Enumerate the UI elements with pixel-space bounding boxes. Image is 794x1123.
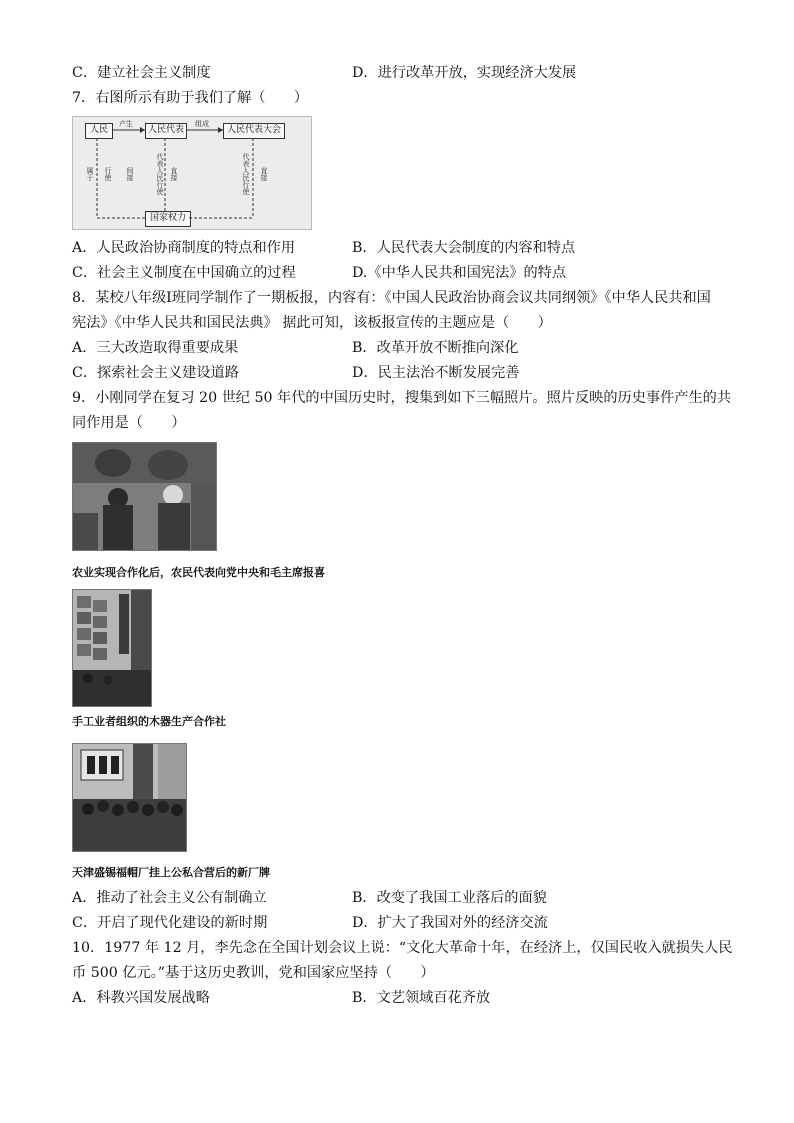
q6-option-c: C．建立社会主义制度	[72, 65, 211, 81]
q7-stem: 7．右图所示有助于我们了解（ ）	[72, 90, 309, 106]
diagram-label-rep-exercise: 代表人民行使	[156, 153, 164, 195]
q8-option-d: D．民主法治不断发展完善	[352, 365, 520, 381]
q10-stem-line1: 10．1977 年 12 月，李先念在全国计划会议上说：“文化大革命十年，在经济上，仅国民收入就损失人民	[72, 940, 733, 956]
photo-woodware-coop-image	[73, 590, 151, 706]
diagram-label-belong: 属于	[86, 167, 94, 181]
q9-option-d: D．扩大了我国对外的经济交流	[352, 915, 548, 931]
diagram-box-congress: 人民代表大会	[223, 123, 285, 139]
diagram-label-direct: 直接	[170, 167, 178, 181]
caption-photo-3: 天津盛锡福帽厂挂上公私合营后的新厂牌	[72, 866, 270, 879]
q7-option-a: A．人民政治协商制度的特点和作用	[72, 240, 296, 256]
q7-diagram	[72, 116, 312, 230]
diagram-label-indirect: 间接	[126, 167, 134, 181]
diagram-label-form: 组成	[195, 120, 209, 128]
q8-option-b: B．改革开放不断推向深化	[352, 340, 519, 356]
diagram-label-direct-2: 直接	[260, 167, 268, 181]
diagram-label-exercise: 行使	[104, 167, 112, 181]
caption-photo-1: 农业实现合作化后，农民代表向党中央和毛主席报喜	[72, 566, 325, 579]
diagram-box-people: 人民	[85, 123, 113, 139]
photo-tianjin-hat-factory-image	[73, 744, 186, 851]
q10-option-b: B．文艺领域百花齐放	[352, 990, 491, 1006]
q8-option-c: C．探索社会主义建设道路	[72, 365, 239, 381]
q7-option-d: D.《中华人民共和国宪法》的特点	[352, 265, 567, 281]
diagram-box-reps: 人民代表	[145, 123, 187, 139]
photo-tianjin-hat-factory	[72, 743, 187, 852]
diagram-box-power: 国家权力	[145, 211, 191, 227]
q8-stem-line1: 8．某校八年级Ⅰ班同学制作了一期板报，内容有：《中国人民政治协商会议共同纲领》《中华人民共和国	[72, 290, 711, 306]
diagram-label-rep-exercise-2: 代表人民行使	[242, 153, 250, 195]
q7-option-c: C．社会主义制度在中国确立的过程	[72, 265, 296, 281]
q7-option-b: B．人民代表大会制度的内容和特点	[352, 240, 576, 256]
q9-option-a: A．推动了社会主义公有制确立	[72, 890, 267, 906]
q10-option-a: A．科教兴国发展战略	[72, 990, 210, 1006]
q10-stem-line2: 币 500 亿元。”基于这历史教训，党和国家应坚持（ ）	[72, 965, 435, 981]
q8-option-a: A．三大改造取得重要成果	[72, 340, 239, 356]
q9-option-b: B．改变了我国工业落后的面貌	[352, 890, 547, 906]
photo-farmers-report	[72, 442, 217, 551]
photo-woodware-coop	[72, 589, 152, 707]
photo-farmers-report-image	[73, 443, 216, 550]
caption-photo-2: 手工业者组织的木器生产合作社	[72, 715, 226, 728]
q9-option-c: C．开启了现代化建设的新时期	[72, 915, 268, 931]
q8-stem-line2: 宪法》《中华人民共和国民法典》 据此可知，该板报宣传的主题应是（ ）	[72, 315, 552, 331]
q9-stem-line2: 同作用是（ ）	[72, 415, 186, 431]
diagram-label-produce: 产生	[119, 120, 133, 128]
q9-stem-line1: 9．小刚同学在复习 20 世纪 50 年代的中国历史时，搜集到如下三幅照片。照片反映的历史事件产生的共	[72, 390, 732, 406]
q6-option-d: D．进行改革开放，实现经济大发展	[352, 65, 577, 81]
